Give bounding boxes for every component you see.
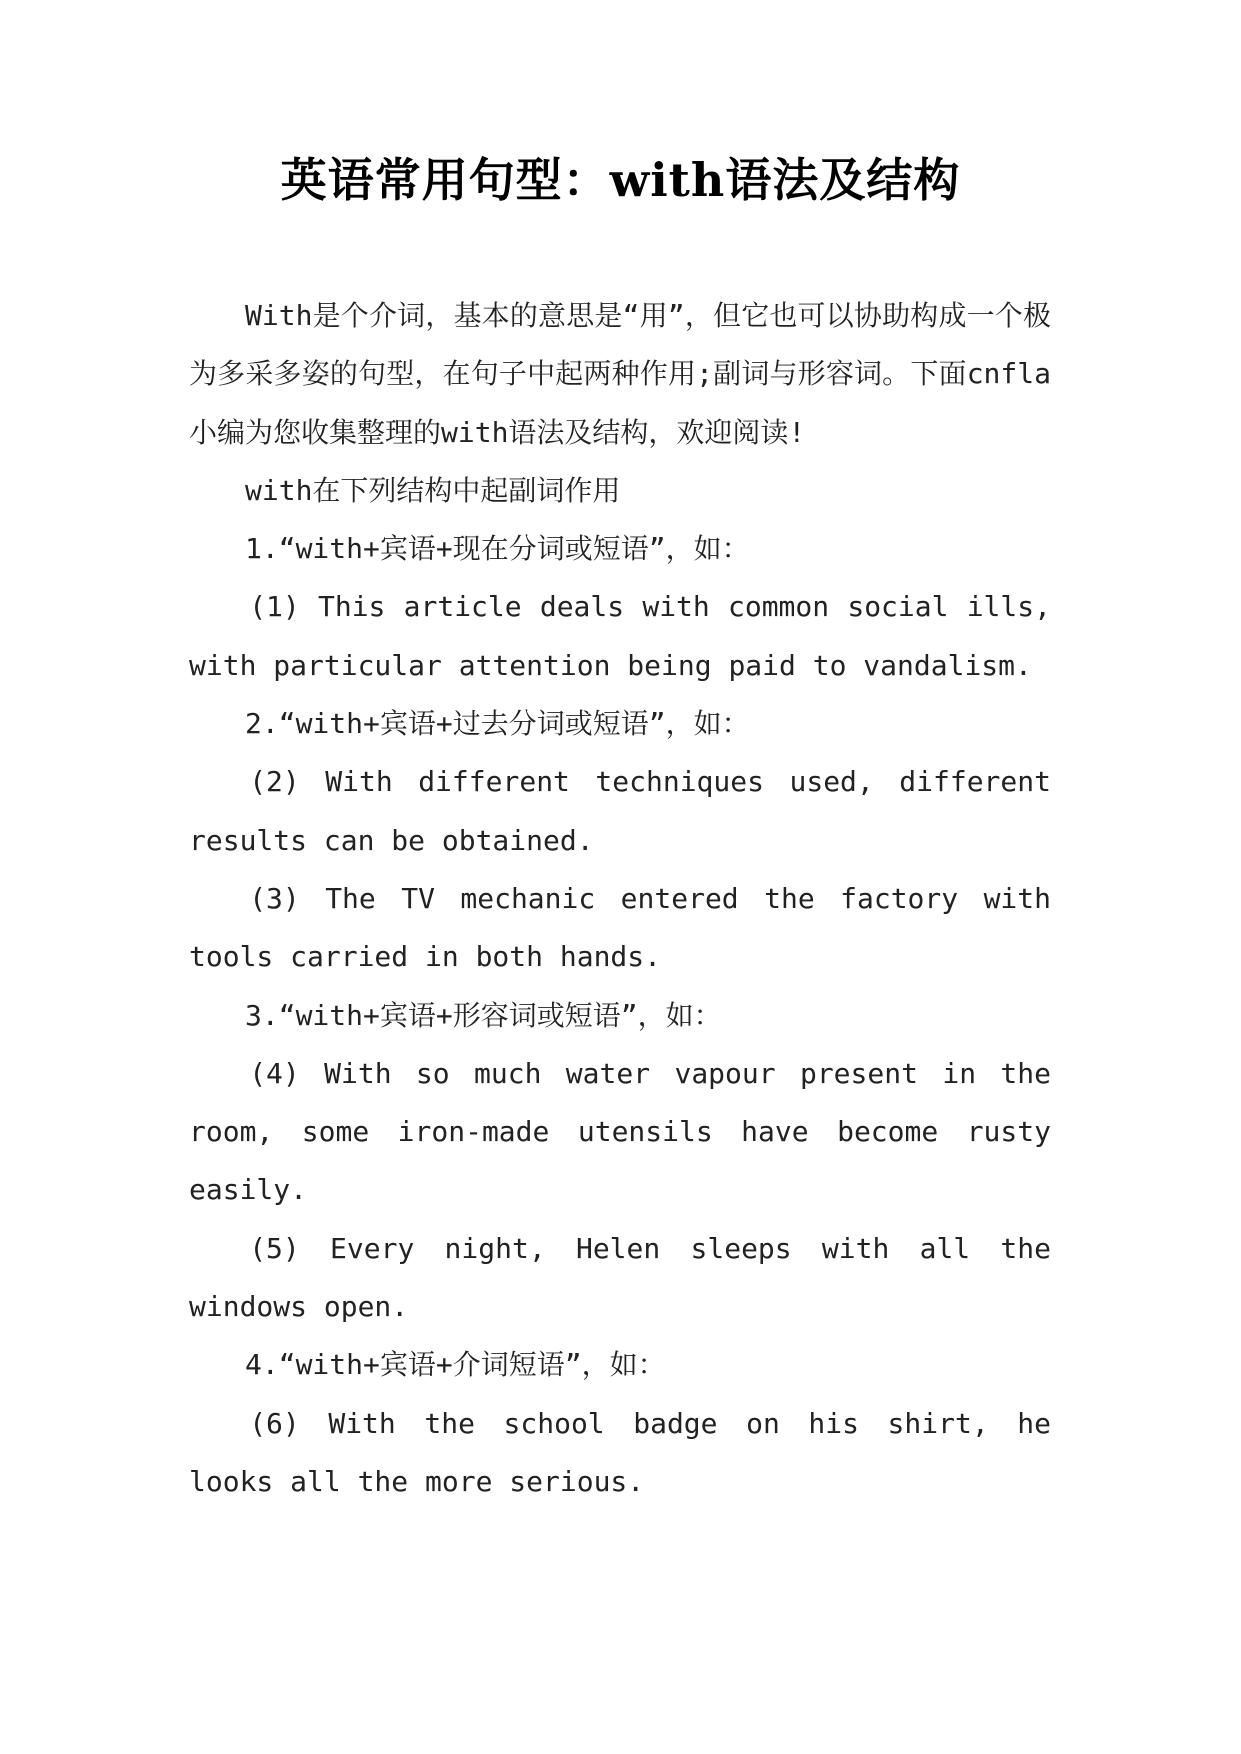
example-5: (5) Every night, Helen sleeps with all the windows open. [189,1231,1051,1324]
document-title: 英语常用句型：with语法及结构 [280,153,961,207]
intro-paragraph: With是个介词，基本的意思是“用”，但它也可以协助构成一个极为多采多姿的句型，在句子中起两种作用;副词与形容词。下面cnfla小编为您收集整理的with语法及结构，欢迎阅读! [189,299,1051,449]
section-heading: with在下列结构中起副词作用 [245,473,621,507]
example-6: (6) With the school badge on his shirt, he looks all the more serious. [189,1406,1051,1498]
example-1: (1) This article deals with common social ills, with particular attention being paid to vandalism. [189,590,1051,682]
pattern-heading-2: 2.“with+宾语+过去分词或短语”，如： [245,707,750,741]
example-3: (3) The TV mechanic entered the factory with tools carried in both hands. [189,881,1051,974]
example-4: (4) With so much water vapour present in the room, some iron-made utensils have become rusty easily. [189,1056,1051,1207]
document-body [189,287,1051,1511]
pattern-heading-4: 4.“with+宾语+介词短语”，如： [245,1348,666,1382]
example-2: (2) With different techniques used, different results can be obtained. [189,765,1051,857]
pattern-heading-3: 3.“with+宾语+形容词或短语”，如： [245,998,722,1032]
pattern-heading-1: 1.“with+宾语+现在分词或短语”，如： [245,532,750,566]
